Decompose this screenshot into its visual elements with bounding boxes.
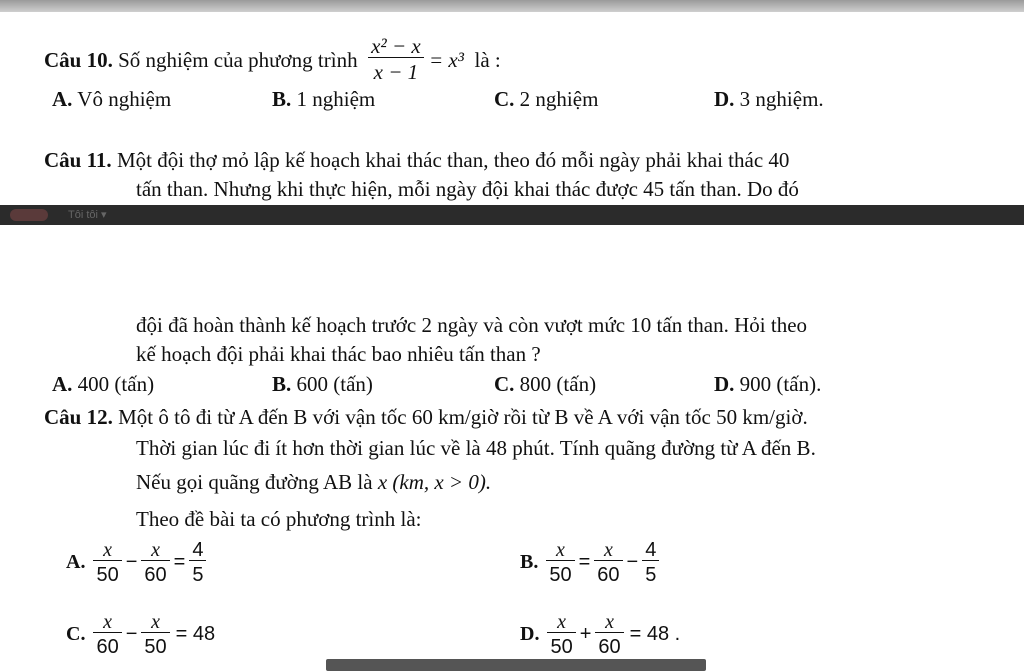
numerator: 4 <box>645 539 657 561</box>
equation-rest: = 48 . <box>629 623 681 645</box>
question-10-text: Số nghiệm của phương trình <box>118 47 358 72</box>
numerator: 4 <box>192 539 204 561</box>
option-label: C. <box>494 87 515 111</box>
question-11-text-1: Một đội thợ mỏ lập kế hoạch khai thác than, theo đó mỗi ngày phải khai thác 40 <box>116 148 790 172</box>
numerator: x <box>605 611 614 633</box>
q12-option-d <box>520 612 680 657</box>
option-text: 1 nghiệm <box>296 87 376 111</box>
denominator: 60 <box>595 632 623 657</box>
question-12-line-3 <box>136 470 491 494</box>
numerator: x <box>151 539 160 561</box>
question-12-variable: x (km, x > 0). <box>377 470 492 494</box>
numerator: x <box>557 611 567 633</box>
overlay-username[interactable]: Tôi tôi ▾ <box>68 209 107 221</box>
operator: + <box>579 623 592 645</box>
option-text: 400 (tấn) <box>77 372 155 396</box>
denominator: 60 <box>141 560 169 585</box>
denominator: 50 <box>546 560 574 585</box>
question-10-denominator: x − 1 <box>368 57 424 83</box>
option-text: Vô nghiệm <box>77 87 172 111</box>
question-12-line-4: Theo đề bài ta có phương trình là: <box>136 507 422 531</box>
option-text: 600 (tấn) <box>296 372 373 396</box>
fraction <box>547 612 575 657</box>
numerator: x <box>103 539 113 561</box>
operator: = <box>173 551 186 573</box>
fraction <box>595 612 623 657</box>
q11-option-a <box>52 372 154 396</box>
fraction <box>141 540 169 585</box>
option-text: 800 (tấn) <box>519 372 597 396</box>
q11-option-c <box>494 372 596 396</box>
question-12-text-1: Một ô tô đi từ A đến B với vận tốc 60 km/giờ rồi từ B về A với vận tốc 50 km/giờ. <box>118 405 808 429</box>
fraction <box>594 540 622 585</box>
numerator: x <box>556 539 565 561</box>
q11-option-d <box>714 372 821 396</box>
option-label: D. <box>714 372 735 396</box>
denominator: 5 <box>189 560 206 585</box>
option-label: B. <box>272 87 292 111</box>
option-label: D. <box>520 623 540 645</box>
q10-option-b <box>272 87 375 111</box>
equation-rest: = 48 <box>175 623 216 645</box>
fraction <box>93 540 121 585</box>
option-label: A. <box>52 372 73 396</box>
question-10-fraction <box>368 36 424 83</box>
operator: − <box>125 623 138 645</box>
overlay-banner <box>0 205 1024 225</box>
question-12-label: Câu 12. <box>44 405 113 429</box>
option-label: A. <box>66 551 86 573</box>
question-10-numerator: x² − x <box>371 34 421 58</box>
operator: − <box>626 551 639 573</box>
option-label: B. <box>272 372 292 396</box>
numerator: x <box>151 611 160 633</box>
denominator: 50 <box>547 632 575 657</box>
option-text: 3 nghiệm. <box>739 87 824 111</box>
q12-option-a <box>66 540 206 585</box>
avatar <box>10 209 48 221</box>
denominator: 60 <box>93 632 121 657</box>
denominator: 50 <box>141 632 169 657</box>
operator: − <box>125 551 138 573</box>
question-12-line-2: Thời gian lúc đi ít hơn thời gian lúc về là 48 phút. Tính quãng đường từ A đến B. <box>136 436 816 460</box>
q12-option-b <box>520 540 659 585</box>
denominator: 60 <box>594 560 622 585</box>
fraction <box>546 540 574 585</box>
question-10-label: Câu 10. <box>44 47 113 72</box>
question-10-rhs: = x³ <box>428 47 464 72</box>
option-label: D. <box>714 87 735 111</box>
option-label: A. <box>52 87 73 111</box>
fraction <box>93 612 121 657</box>
fraction <box>642 540 659 585</box>
fraction <box>141 612 169 657</box>
question-12-text-3: Nếu gọi quãng đường AB là <box>136 470 373 494</box>
fraction <box>189 540 206 585</box>
question-11-line-3: đội đã hoàn thành kế hoạch trước 2 ngày và còn vượt mức 10 tấn than. Hỏi theo <box>136 313 808 337</box>
q12-option-c <box>66 612 215 657</box>
bottom-overlay-bar <box>326 659 706 671</box>
question-10-tail: là : <box>474 47 501 72</box>
numerator: x <box>103 611 113 633</box>
option-text: 2 nghiệm <box>519 87 599 111</box>
q10-option-c <box>494 87 598 111</box>
option-label: B. <box>520 551 539 573</box>
question-12-line-1 <box>44 405 808 429</box>
q11-option-b <box>272 372 373 396</box>
question-10 <box>44 36 501 83</box>
denominator: 50 <box>93 560 121 585</box>
numerator: x <box>603 539 613 561</box>
q10-option-a <box>52 87 171 111</box>
denominator: 5 <box>642 560 659 585</box>
option-label: C. <box>66 623 86 645</box>
q10-option-d <box>714 87 824 111</box>
option-text: 900 (tấn). <box>739 372 822 396</box>
question-11-line-1 <box>44 148 789 172</box>
question-11-line-2: tấn than. Nhưng khi thực hiện, mỗi ngày đội khai thác được 45 tấn than. Do đó <box>136 177 799 201</box>
operator: = <box>578 551 591 573</box>
option-label: C. <box>494 372 515 396</box>
question-11-line-4: kế hoạch đội phải khai thác bao nhiêu tấn than ? <box>136 342 541 366</box>
top-status-bar <box>0 0 1024 12</box>
question-11-label: Câu 11. <box>44 148 112 172</box>
